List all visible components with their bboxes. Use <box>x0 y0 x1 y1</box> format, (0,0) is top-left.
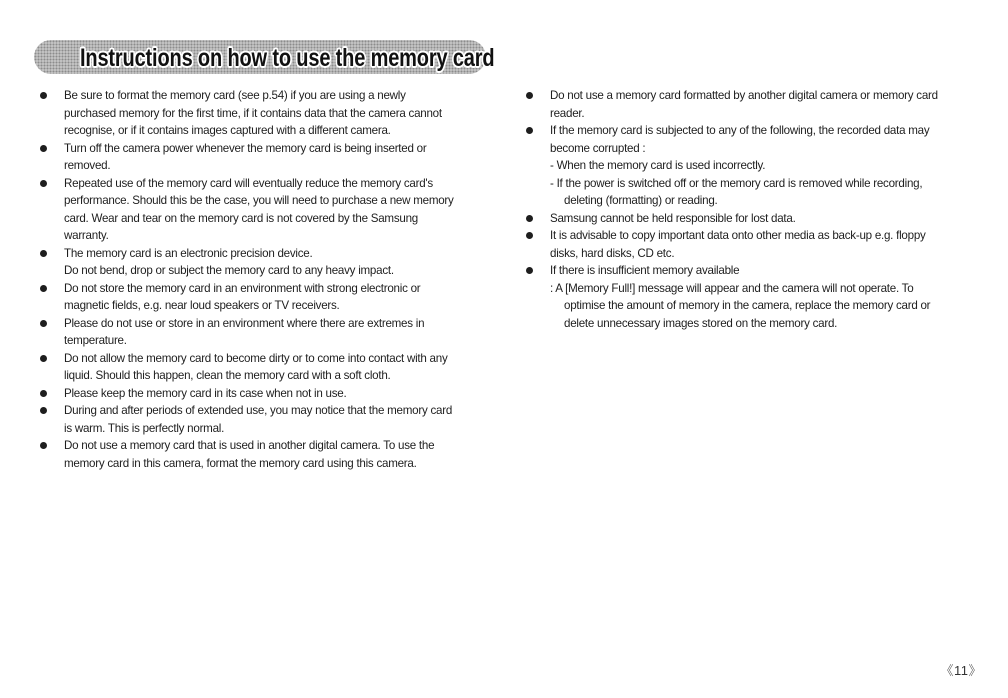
item-line: removed. <box>64 159 111 172</box>
page-number: 《11》 <box>940 663 982 678</box>
list-item <box>38 437 470 472</box>
item-line: Please keep the memory card in its case when not in use. <box>64 386 347 400</box>
item-line: Repeated use of the memory card will eventually reduce the memory card's <box>64 176 433 190</box>
item-line: Samsung cannot be held responsible for lost data. <box>550 211 796 225</box>
item-line: memory card in this camera, format the memory card using this camera. <box>64 456 417 470</box>
item-line: Do not bend, drop or subject the memory card to any heavy impact. <box>64 264 394 277</box>
bullet-icon <box>40 92 47 99</box>
left-column <box>38 87 470 472</box>
item-line: liquid. Should this happen, clean the memory card with a soft cloth. <box>64 369 391 382</box>
item-line: If the memory card is subjected to any of the following, the recorded data may <box>550 124 930 137</box>
item-line: Please do not use or store in an environment where there are extremes in <box>64 316 425 330</box>
bullet-icon <box>40 407 47 414</box>
bullet-icon <box>40 442 47 449</box>
list-item <box>38 315 470 350</box>
bullet-icon <box>40 250 47 257</box>
item-line: Do not use a memory card formatted by another digital camera or memory card <box>550 89 938 102</box>
bullet-icon <box>526 232 533 239</box>
sub-item-line: - If the power is switched off or the memory card is removed while recording, <box>550 176 923 190</box>
sub-item-line: - When the memory card is used incorrectly. <box>550 159 766 172</box>
right-column <box>524 87 974 332</box>
list-item <box>524 210 974 228</box>
bullet-icon <box>40 180 47 187</box>
list-item <box>38 245 470 280</box>
bullet-icon <box>40 145 47 152</box>
bullet-icon <box>526 267 533 274</box>
item-line: recognise, or if it contains images captured with a different camera. <box>64 124 391 137</box>
item-line: card. Wear and tear on the memory card is not covered by the Samsung <box>64 211 418 225</box>
list-item <box>524 87 974 122</box>
list-item <box>524 122 974 210</box>
list-item <box>38 385 470 403</box>
bullet-icon <box>40 320 47 327</box>
bullet-icon <box>40 285 47 292</box>
item-line: is warm. This is perfectly normal. <box>64 421 225 435</box>
list-item <box>38 402 470 437</box>
item-line: disks, hard disks, CD etc. <box>550 246 675 260</box>
item-line: magnetic fields, e.g. near loud speakers or TV receivers. <box>64 299 340 312</box>
item-line: The memory card is an electronic precision device. <box>64 246 313 260</box>
bullet-icon <box>40 390 47 397</box>
bullet-icon <box>40 355 47 362</box>
item-line: It is advisable to copy important data onto other media as back-up e.g. floppy <box>550 229 926 242</box>
item-line: Be sure to format the memory card (see p.54) if you are using a newly <box>64 89 406 102</box>
list-item <box>38 140 470 175</box>
item-line: If there is insufficient memory available <box>550 264 740 277</box>
item-line: During and after periods of extended use, you may notice that the memory card <box>64 404 453 417</box>
list-item <box>38 175 470 245</box>
list-item <box>38 350 470 385</box>
list-item <box>38 87 470 140</box>
list-item <box>38 280 470 315</box>
list-item <box>524 227 974 262</box>
list-item <box>524 262 974 332</box>
item-line: warranty. <box>64 229 109 242</box>
item-line: Turn off the camera power whenever the memory card is being inserted or <box>64 141 427 155</box>
page-title: Instructions on how to use the memory card <box>80 44 495 72</box>
bullet-icon <box>526 92 533 99</box>
item-line: Do not use a memory card that is used in another digital camera. To use the <box>64 439 435 452</box>
bullet-icon <box>526 127 533 134</box>
sub-item-line: : A [Memory Full!] message will appear and the camera will not operate. To <box>550 281 914 295</box>
sub-item-line: deleting (formatting) or reading. <box>564 194 718 207</box>
item-line: reader. <box>550 106 585 120</box>
item-line: performance. Should this be the case, you will need to purchase a new memory <box>64 194 454 207</box>
bullet-icon <box>526 215 533 222</box>
item-line: Do not allow the memory card to become dirty or to come into contact with any <box>64 351 448 365</box>
item-line: Do not store the memory card in an environment with strong electronic or <box>64 281 421 295</box>
item-line: purchased memory for the first time, if it contains data that the camera cannot <box>64 106 442 120</box>
item-line: temperature. <box>64 334 127 347</box>
sub-item-line: optimise the amount of memory in the camera, replace the memory card or <box>564 299 931 312</box>
sub-item-line: delete unnecessary images stored on the memory card. <box>564 316 838 330</box>
item-line: become corrupted : <box>550 141 646 155</box>
